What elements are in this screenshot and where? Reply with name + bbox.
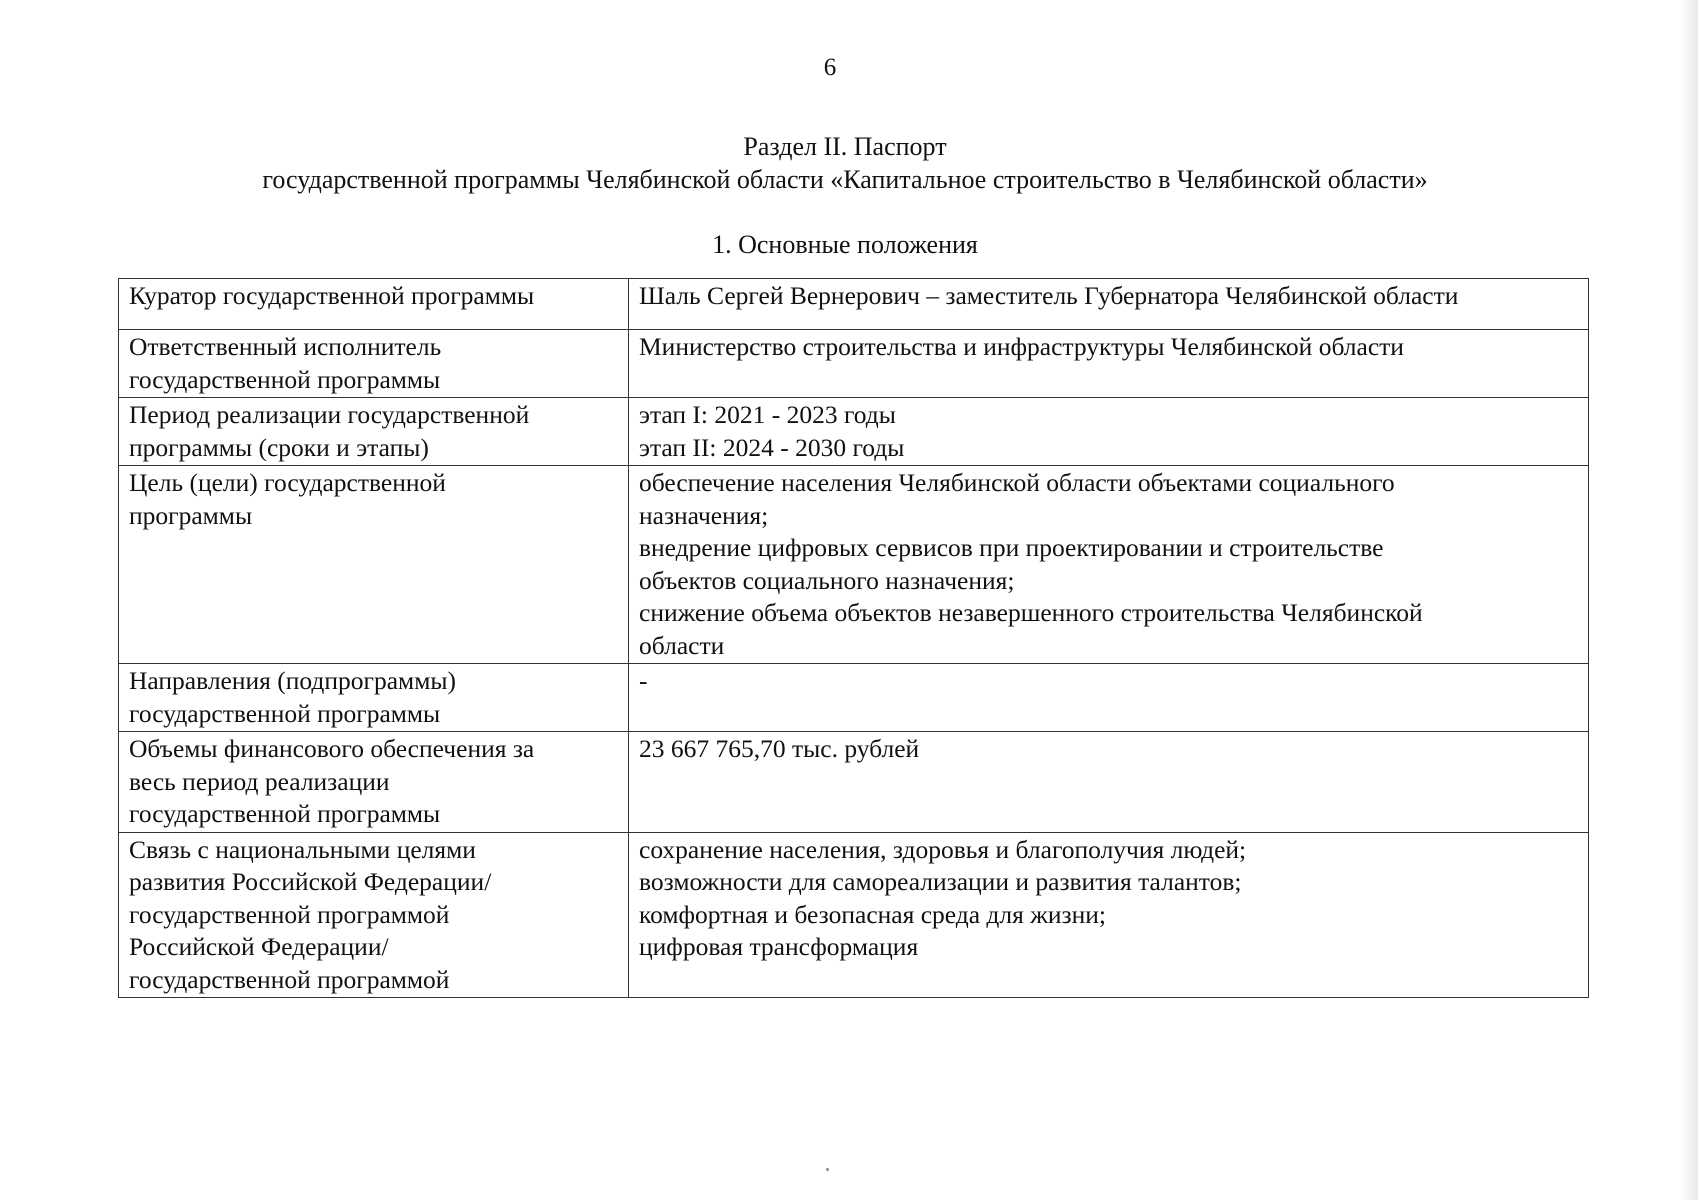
table-row-executor	[119, 330, 1589, 398]
cell-text: Куратор государственной программы	[129, 281, 535, 310]
cell-value	[629, 732, 1589, 833]
cell-label	[119, 330, 629, 398]
table-row-national-goals	[119, 832, 1589, 998]
cell-text: Цель (цели) государственной	[129, 468, 446, 497]
cell-text: внедрение цифровых сервисов при проектировании и строительстве	[639, 533, 1384, 562]
table-row-directions	[119, 664, 1589, 732]
cell-text: цифровая трансформация	[639, 932, 919, 961]
cell-label	[119, 398, 629, 466]
cell-value	[629, 279, 1589, 330]
cell-label	[119, 279, 629, 330]
cell-text: этап I: 2021 - 2023 годы	[639, 400, 896, 429]
cell-value	[629, 330, 1589, 398]
cell-value	[629, 664, 1589, 732]
cell-text: снижение объема объектов незавершенного строительства Челябинской	[639, 598, 1423, 627]
cell-label	[119, 832, 629, 998]
cell-text: Ответственный исполнитель	[129, 332, 442, 361]
cell-text: 23 667 765,70 тыс. рублей	[639, 734, 920, 763]
cell-text: объектов социального назначения;	[639, 565, 1015, 595]
cell-text: государственной программой	[129, 899, 450, 929]
cell-value	[629, 466, 1589, 664]
cell-text: программы (сроки и этапы)	[129, 432, 429, 462]
cell-text: Направления (подпрограммы)	[129, 666, 456, 695]
cell-text: области	[639, 630, 725, 660]
table-row-goals	[119, 466, 1589, 664]
page-number: 6	[823, 54, 837, 81]
cell-text: государственной программы	[129, 698, 441, 728]
cell-text: Министерство строительства и инфраструктуры Челябинской области	[639, 332, 1404, 361]
scan-edge	[1680, 0, 1698, 1200]
section-title	[0, 130, 1690, 196]
cell-value	[629, 398, 1589, 466]
cell-text: Российской Федерации/	[129, 932, 389, 961]
cell-text: Шаль Сергей Вернерович – заместитель Губернатора Челябинской области	[639, 281, 1459, 310]
cell-value	[629, 832, 1589, 998]
cell-text: сохранение населения, здоровья и благополучия людей;	[639, 834, 1247, 864]
cell-text: этап II: 2024 - 2030 годы	[639, 432, 905, 462]
cell-text: весь период реализации	[129, 766, 390, 796]
cell-text: государственной программой	[129, 964, 450, 994]
cell-text: Связь с национальными целями	[129, 834, 476, 864]
cell-label	[119, 732, 629, 833]
cell-text: развития Российской Федерации/	[129, 867, 492, 896]
cell-text: возможности для самореализации и развития талантов;	[639, 867, 1242, 896]
cell-label	[119, 664, 629, 732]
cell-text: обеспечение населения Челябинской области объектами социального	[639, 468, 1395, 497]
cell-text: государственной программы	[129, 799, 441, 828]
table-row-period	[119, 398, 1589, 466]
subsection-title: 1. Основные положения	[712, 230, 978, 259]
cell-text: государственной программы	[129, 364, 441, 394]
cell-text: -	[639, 666, 648, 695]
cell-label	[119, 466, 629, 664]
section-title-line-2: государственной программы Челябинской области «Капитальное строительство в Челябинской области»	[262, 165, 1428, 194]
cell-text: комфортная и безопасная среда для жизни;	[639, 899, 1106, 929]
section-title-line-1: Раздел II. Паспорт	[743, 132, 947, 161]
cell-text: программы	[129, 500, 253, 530]
cell-text: Объемы финансового обеспечения за	[129, 734, 535, 763]
cell-text: Период реализации государственной	[129, 400, 530, 429]
passport-table	[118, 278, 1589, 998]
table-row-funding	[119, 732, 1589, 833]
table-row-curator	[119, 279, 1589, 330]
cell-text: назначения;	[639, 500, 769, 530]
scan-dot	[826, 1168, 829, 1171]
